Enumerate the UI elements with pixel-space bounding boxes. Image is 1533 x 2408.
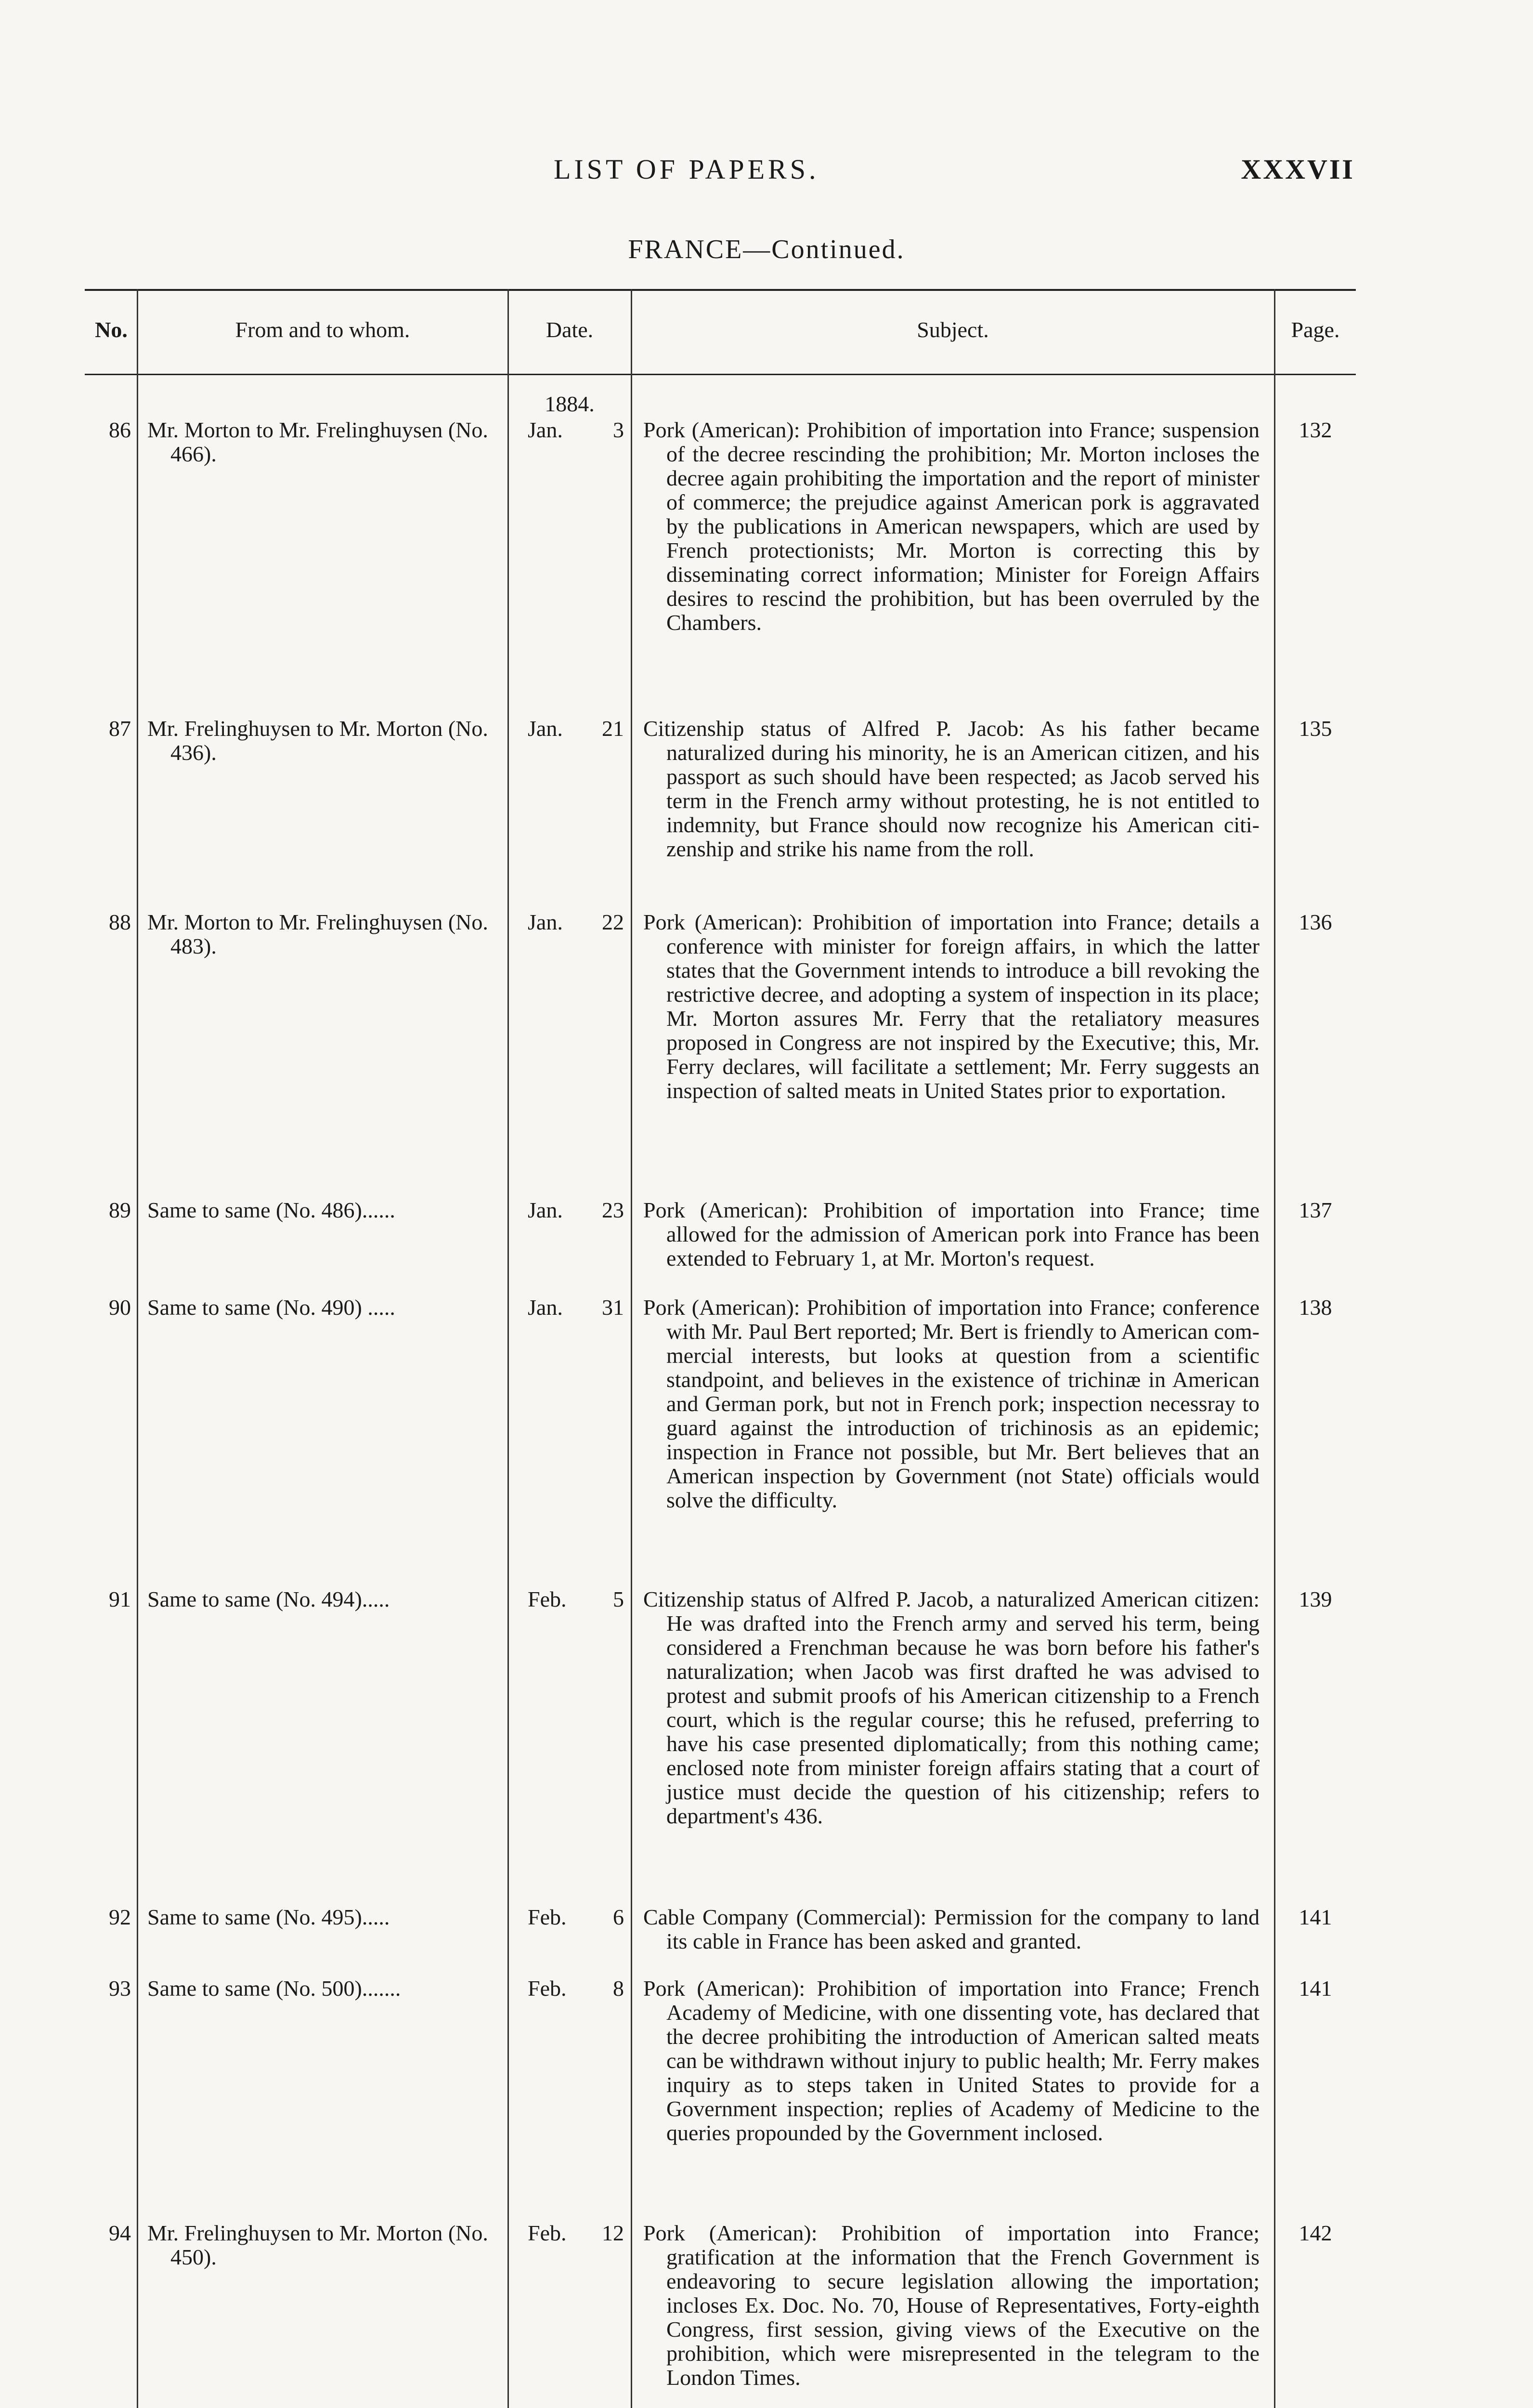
row-subject: Pork (American): Prohibition of importation into France; French Academy of Medicine, with one dissenting vote, has declared that the decree prohibiting the introduction of American salted meats can be withdrawn without injury to public health; Mr. Ferry makes inquiry as to steps taken in United States to provide for a Government inspection; replies of Academy of Medicine to the queries propounded by the Government inclosed. xyxy=(643,1976,1260,2145)
row-month: Feb. xyxy=(528,2221,567,2245)
section-title: FRANCE—Continued. xyxy=(628,235,905,264)
row-month: Jan. xyxy=(528,418,563,442)
column-header-no: No. xyxy=(95,317,128,342)
column-header-subject: Subject. xyxy=(917,317,989,342)
row-number: 88 xyxy=(109,910,131,934)
row-subject: Citizenship status of Alfred P. Jacob, a naturalized American citizen: He was drafted into the French army and served his term, being considered a Frenchman because he was born before his father's naturalization; when Jacob was first drafted he was advised to protest and submit proofs of his American citizenship to a French court, which is the regular course; this he refused, preferring to have his case presented diplomatically; from this nothing came; enclosed note from minister foreign affairs stating that a court of justice must decide the question of his citizenship; refers to department's 436. xyxy=(643,1587,1260,1828)
row-day: 6 xyxy=(613,1905,624,1929)
row-number: 91 xyxy=(109,1587,131,1611)
row-number: 94 xyxy=(109,2221,131,2245)
row-number: 93 xyxy=(109,1976,131,2001)
row-from: Same to same (No. 486)...... xyxy=(147,1198,395,1222)
row-page: 138 xyxy=(1299,1295,1332,1320)
row-page: 142 xyxy=(1299,2221,1332,2245)
row-month: Feb. xyxy=(528,1976,567,2001)
column-divider xyxy=(137,289,138,2408)
row-month: Jan. xyxy=(528,910,563,934)
row-month: Feb. xyxy=(528,1587,567,1611)
row-page: 135 xyxy=(1299,716,1332,741)
column-header-from: From and to whom. xyxy=(235,317,410,342)
row-month: Jan. xyxy=(528,1198,563,1222)
row-page: 136 xyxy=(1299,910,1332,934)
year-label: 1884. xyxy=(545,392,595,416)
column-header-date: Date. xyxy=(546,317,594,342)
page-number: XXXVII xyxy=(1241,154,1355,185)
row-month: Jan. xyxy=(528,716,563,741)
row-number: 92 xyxy=(109,1905,131,1929)
row-day: 21 xyxy=(602,716,624,741)
row-subject: Pork (American): Prohibition of importation into France; time allowed for the admission of American pork into France has been extended to February 1, at Mr. Morton's request. xyxy=(643,1198,1260,1270)
row-day: 12 xyxy=(602,2221,624,2245)
row-subject: Pork (American): Prohibition of importation into France; gratification at the information that the French Government is endeavoring to secure legislation allowing the importation; incloses Ex. Doc. No. 70, House of Representatives, Forty-eighth Congress, first session, giving views of the Executive on the prohibition, which were misrepresented in the telegram to the London Times. xyxy=(643,2221,1260,2390)
row-from: Mr. Frelinghuysen to Mr. Morton (No. 450). xyxy=(147,2221,488,2269)
row-day: 5 xyxy=(613,1587,624,1611)
row-from: Mr. Morton to Mr. Frelinghuysen (No. 466). xyxy=(147,418,488,466)
row-number: 89 xyxy=(109,1198,131,1222)
row-month: Feb. xyxy=(528,1905,567,1929)
row-page: 141 xyxy=(1299,1976,1332,2001)
row-subject: Pork (American): Prohibition of importation into France; details a conference with minister for foreign affairs, in which the latter states that the Government intends to introduce a bill revoking the restrictive decree, and adopting a system of inspection in its place; Mr. Morton assures Mr. Ferry that the retaliatory measures proposed in Congress are not inspired by the Executive; this, Mr. Ferry declares, will facilitate a settlement; Mr. Ferry suggests an inspection of salted meats in United States prior to exportation. xyxy=(643,910,1260,1103)
row-page: 141 xyxy=(1299,1905,1332,1929)
row-subject: Citizenship status of Alfred P. Jacob: As his father became naturalized during his minority, he is an American citizen, and his passport as such should have been respected; as Jacob served his term in the French army without protesting, he is not entitled to indemnity, but France should now recognize his American citizenship and strike his name from the roll. xyxy=(643,716,1260,861)
row-page: 132 xyxy=(1299,418,1332,442)
row-day: 3 xyxy=(613,418,624,442)
row-day: 31 xyxy=(602,1295,624,1320)
row-page: 139 xyxy=(1299,1587,1332,1611)
row-subject: Pork (American): Prohibition of importation into France; conference with Mr. Paul Bert reported; Mr. Bert is friendly to American commercial interests, but looks at question from a scientific standpoint, and believes in the existence of trichinæ in American and German pork, but not in French pork; inspection necessray to guard against the introduction of trichinosis as an epidemic; inspection in France not possible, but Mr. Bert believes that an American inspection by Government (not State) officials would solve the difficulty. xyxy=(643,1295,1260,1512)
row-from: Same to same (No. 495)..... xyxy=(147,1905,390,1929)
row-page: 137 xyxy=(1299,1198,1332,1222)
row-from: Same to same (No. 494)..... xyxy=(147,1587,390,1611)
column-divider xyxy=(631,289,632,2408)
column-divider xyxy=(507,289,509,2408)
table-top-rule xyxy=(85,289,1356,291)
row-from: Mr. Frelinghuysen to Mr. Morton (No. 436). xyxy=(147,716,488,765)
row-number: 90 xyxy=(109,1295,131,1320)
row-number: 86 xyxy=(109,418,131,442)
row-subject: Cable Company (Commercial): Permission for the company to land its cable in France has been asked and granted. xyxy=(643,1905,1260,1953)
row-from: Same to same (No. 490) ..... xyxy=(147,1295,395,1320)
row-subject: Pork (American): Prohibition of importation into France; suspension of the decree rescinding the prohibition; Mr. Morton incloses the decree again prohibiting the importation and the report of minister of commerce; the prejudice against American pork is aggravated by the publications in American newspapers, which are used by French protectionists; Mr. Morton is correcting this by disseminating correct information; Minister for Foreign Affairs desires to rescind the prohibition, but has been overruled by the Chambers. xyxy=(643,418,1260,635)
page-title: LIST OF PAPERS. xyxy=(554,154,819,185)
page-header xyxy=(0,153,1533,196)
row-day: 23 xyxy=(602,1198,624,1222)
row-from: Same to same (No. 500)....... xyxy=(147,1976,401,2001)
row-day: 22 xyxy=(602,910,624,934)
row-day: 8 xyxy=(613,1976,624,2001)
row-from: Mr. Morton to Mr. Frelinghuysen (No. 483). xyxy=(147,910,488,958)
papers-table xyxy=(85,289,1356,2408)
table-header-rule xyxy=(85,374,1356,375)
column-header-page: Page. xyxy=(1291,317,1340,342)
row-number: 87 xyxy=(109,716,131,741)
column-divider xyxy=(1274,289,1275,2408)
row-month: Jan. xyxy=(528,1295,563,1320)
